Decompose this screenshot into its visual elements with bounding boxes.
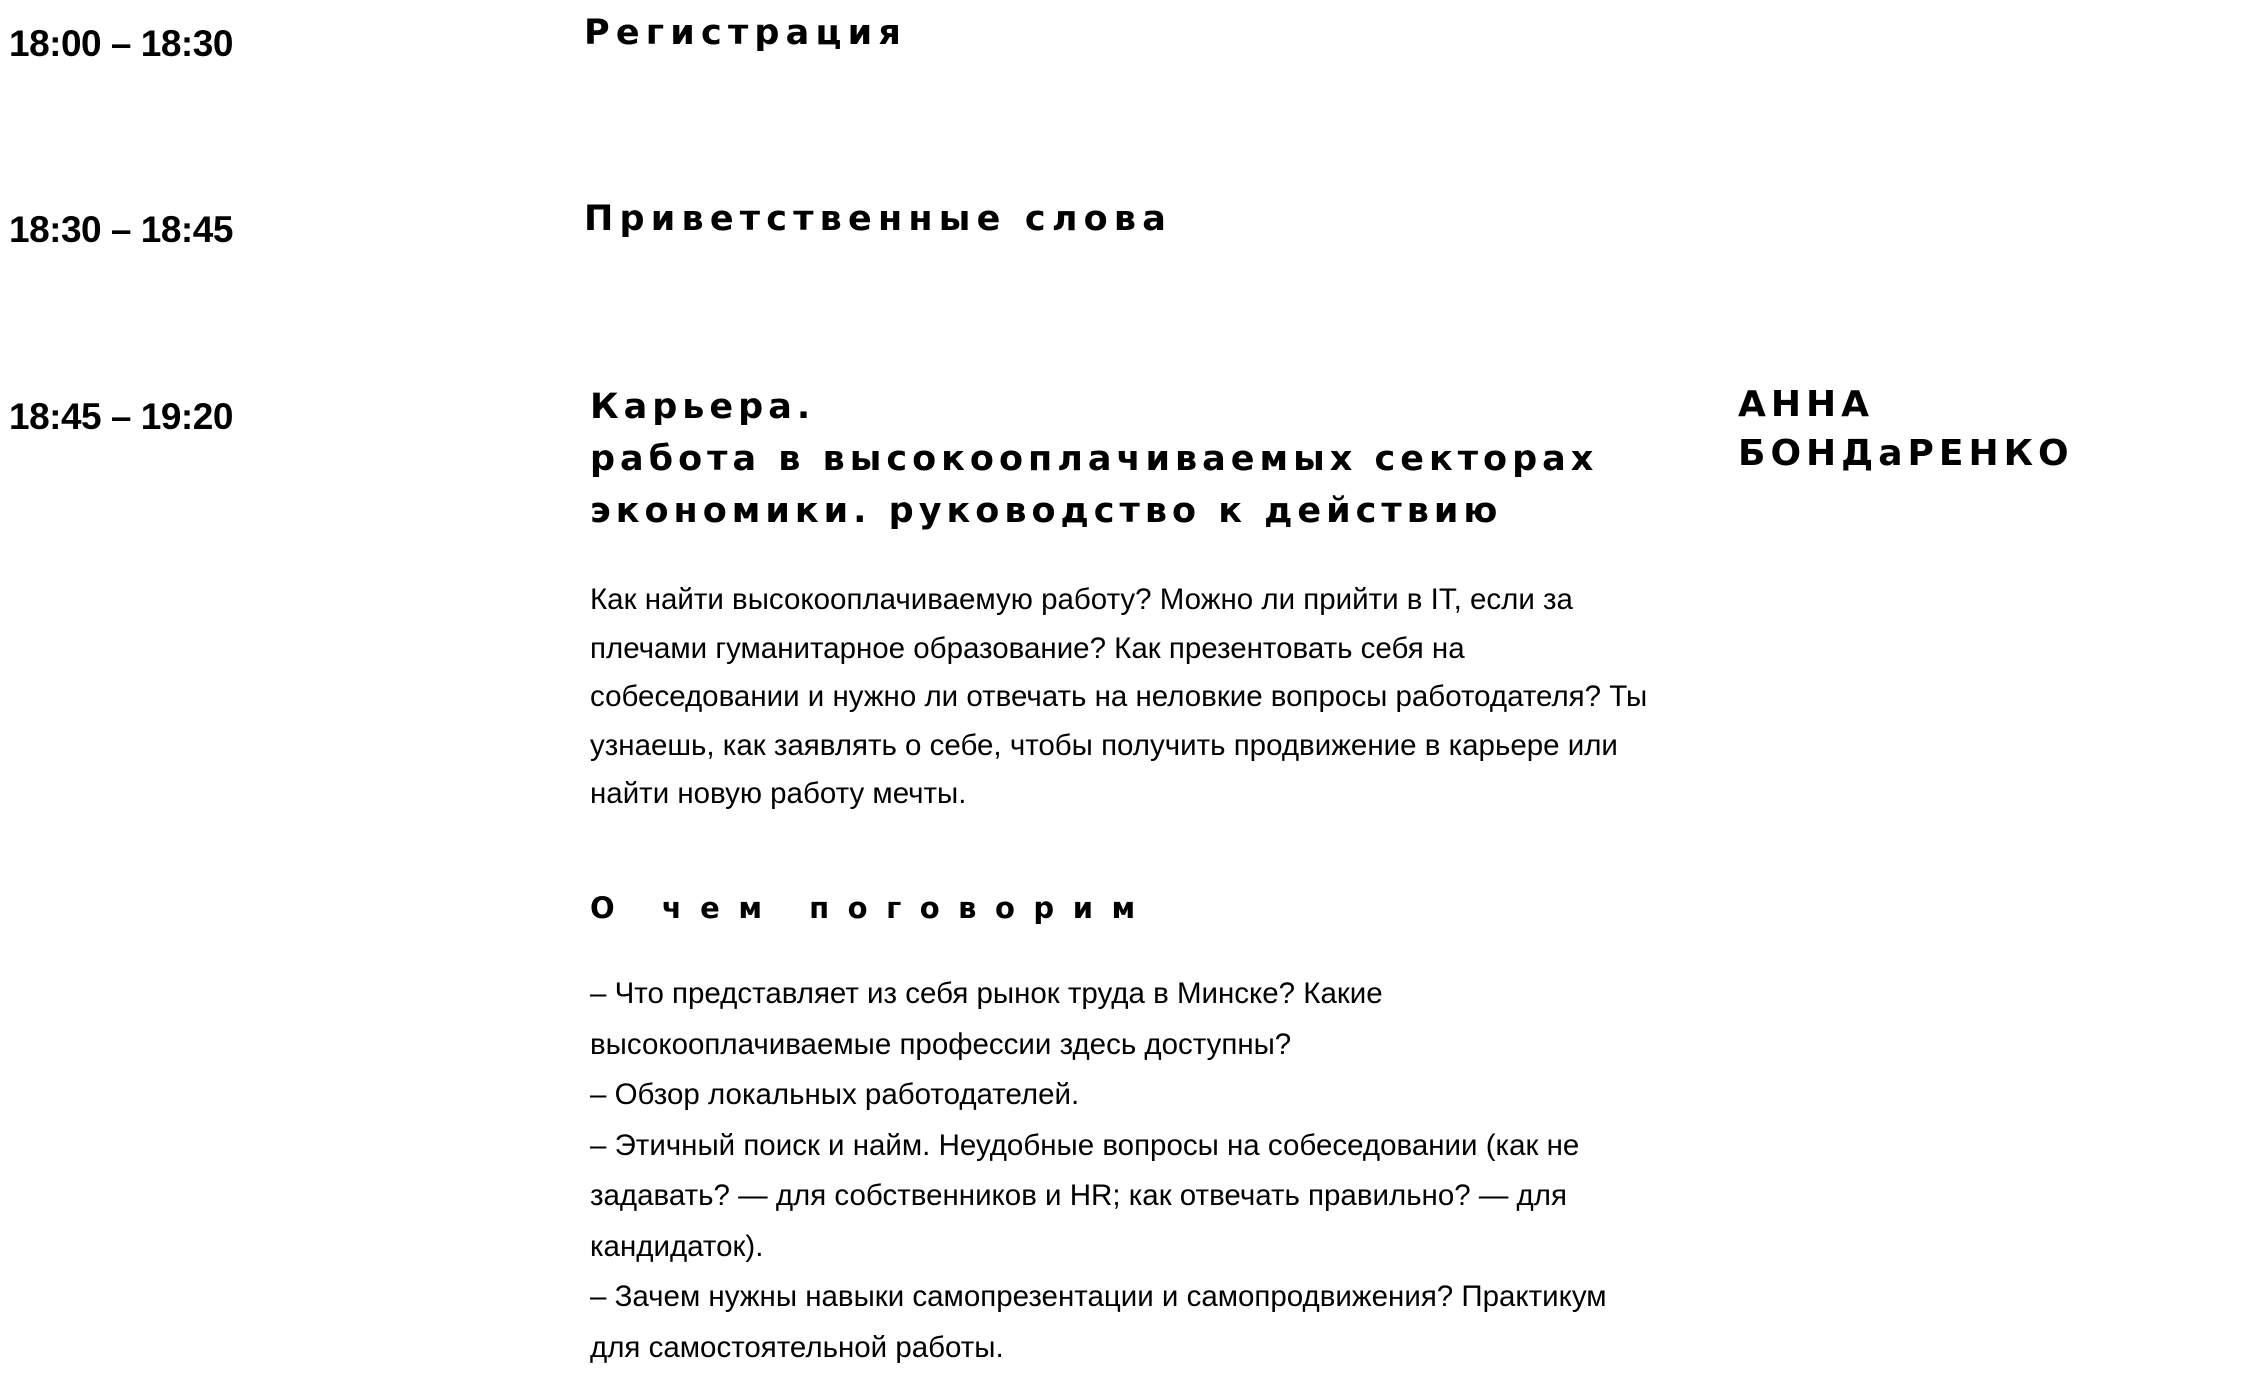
session-title-career <box>590 381 1598 537</box>
speaker-last-name: БОНДаРЕНКО <box>1738 433 2074 474</box>
description-line: Как найти высокооплачиваемую работу? Можно ли прийти в IT, если за <box>590 583 1573 616</box>
topic-line: – Обзор локальных работодателей. <box>590 1078 1080 1111</box>
topic-line: кандидаток). <box>590 1229 764 1263</box>
topic-line: для самостоятельной работы. <box>590 1330 1004 1364</box>
session-title-line: Карьера. <box>590 387 816 427</box>
description-line: собеседовании и нужно ли отвечать на неловкие вопросы работодателя? Ты <box>590 680 1648 714</box>
time-slot-2: 18:30 – 18:45 <box>9 209 233 250</box>
session-description <box>590 576 1710 819</box>
topics-heading: О чем поговорим <box>590 891 1154 925</box>
topic-line: – Зачем нужны навыки самопрезентации и самопродвижения? Практикум <box>590 1280 1607 1313</box>
topic-line: задавать? — для собственников и HR; как отвечать правильно? — для <box>590 1179 1567 1212</box>
topic-line: – Что представляет из себя рынок труда в Минске? Какие <box>590 977 1383 1010</box>
topics-list <box>590 969 1740 1373</box>
description-line: плечами гуманитарное образование? Как презентовать себя на <box>590 631 1465 665</box>
session-title-welcome: Приветственные слова <box>584 199 1173 239</box>
session-title-registration: Регистрация <box>584 13 908 53</box>
speaker-name <box>1738 380 2074 478</box>
description-line: найти новую работу мечты. <box>590 777 967 811</box>
time-slot-3: 18:45 – 19:20 <box>9 396 233 437</box>
session-title-line: работа в высокооплачиваемых секторах <box>590 439 1599 479</box>
time-slot-1: 18:00 – 18:30 <box>9 23 233 64</box>
speaker-first-name: АННА <box>1738 384 1874 425</box>
topic-line: – Этичный поиск и найм. Неудобные вопросы на собеседовании (как не <box>590 1128 1580 1162</box>
session-title-line: экономики. руководство к действию <box>590 491 1503 531</box>
description-line: узнаешь, как заявлять о себе, чтобы получить продвижение в карьере или <box>590 728 1618 762</box>
topic-line: высокооплачиваемые профессии здесь доступны? <box>590 1027 1292 1061</box>
